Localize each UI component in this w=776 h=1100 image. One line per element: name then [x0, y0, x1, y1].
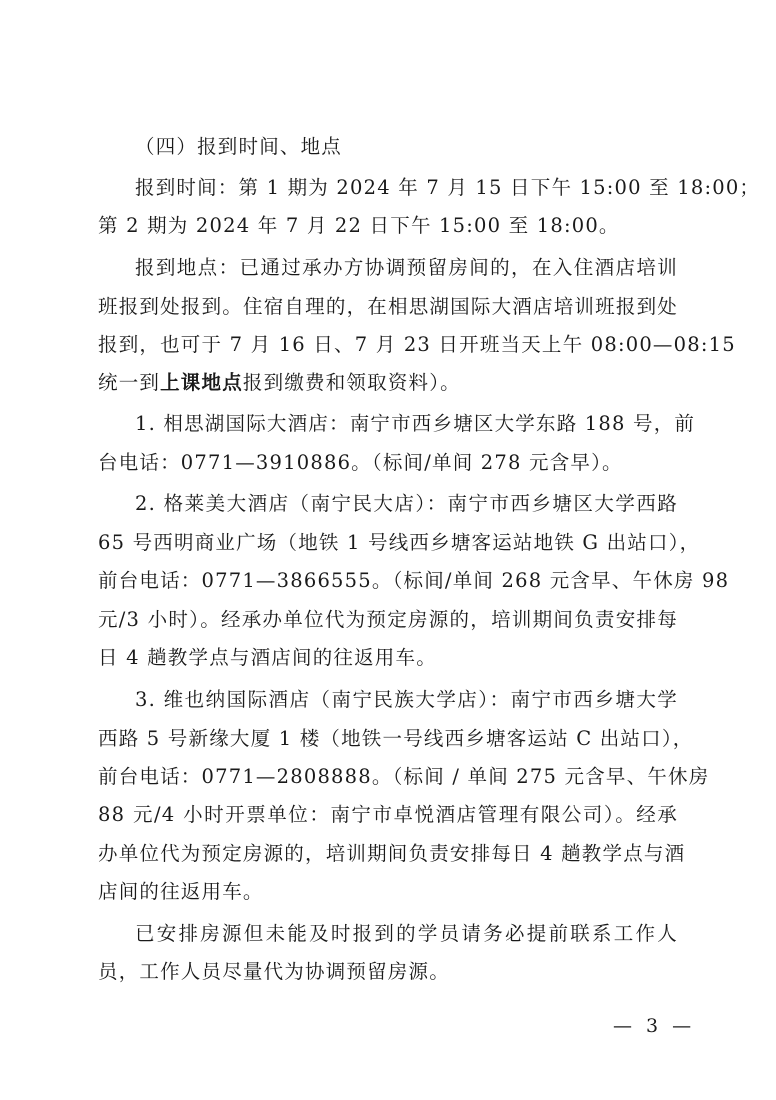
- note-line-2: 员，工作人员尽量代为协调预留房源。: [98, 960, 450, 983]
- hotel-2-line-4: 元/3 小时）。经承办单位代为预定房源的，培训期间负责安排每: [98, 608, 678, 631]
- hotel-3-line-6: 店间的往返用车。: [98, 880, 264, 903]
- hotel-2-line-2: 65 号西明商业广场（地铁 1 号线西乡塘客运站地铁 G 出站口），: [98, 531, 701, 554]
- hotel-3-line-3: 前台电话：0771—2808888。（标间 / 单间 275 元含早、午休房: [98, 765, 710, 788]
- page-number: — 3 —: [613, 1015, 696, 1037]
- hotel-3-line-5: 办单位代为预定房源的，培训期间负责安排每日 4 趟教学点与酒: [98, 842, 686, 865]
- registration-place-line-2: 班报到处报到。住宿自理的，在相思湖国际大酒店培训班报到处: [98, 295, 678, 318]
- registration-place-line-3: 报到，也可于 7 月 16 日、7 月 23 日开班当天上午 08:00—08:15: [98, 333, 736, 356]
- registration-place-line-4: [98, 371, 678, 395]
- note-line-1: 已安排房源但未能及时报到的学员请务必提前联系工作人: [135, 922, 678, 945]
- hotel-3-line-2: 西路 5 号新缘大厦 1 楼（地铁一号线西乡塘客运站 C 出站口），: [98, 727, 694, 750]
- hotel-1-line-1: 1. 相思湖国际大酒店：南宁市西乡塘区大学东路 188 号，前: [135, 412, 696, 435]
- registration-time-line-1: 报到时间：第 1 期为 2024 年 7 月 15 日下午 15:00 至 18:00；: [135, 176, 761, 199]
- class-location-emphasis: 上课地点: [160, 371, 243, 394]
- registration-time-line-2: 第 2 期为 2024 年 7 月 22 日下午 15:00 至 18:00。: [98, 214, 620, 237]
- hotel-1-line-2: 台电话：0771—3910886。（标间/单间 278 元含早）。: [98, 451, 623, 474]
- hotel-2-line-5: 日 4 趟教学点与酒店间的往返用车。: [98, 646, 437, 669]
- section-heading: （四）报到时间、地点: [135, 135, 343, 158]
- registration-place-suffix: 报到缴费和领取资料）。: [242, 371, 461, 394]
- hotel-3-line-4: 88 元/4 小时开票单位：南宁市卓悦酒店管理有限公司）。经承: [98, 803, 678, 826]
- hotel-2-line-3: 前台电话：0771—3866555。（标间/单间 268 元含早、午休房 98: [98, 569, 730, 592]
- registration-place-line-1: 报到地点：已通过承办方协调预留房间的，在入住酒店培训: [135, 256, 678, 279]
- hotel-3-line-1: 3. 维也纳国际酒店（南宁民族大学店）：南宁市西乡塘大学: [135, 688, 678, 711]
- registration-place-prefix: 统一到: [98, 371, 161, 394]
- hotel-2-line-1: 2. 格莱美大酒店（南宁民大店）：南宁市西乡塘区大学西路: [135, 492, 678, 515]
